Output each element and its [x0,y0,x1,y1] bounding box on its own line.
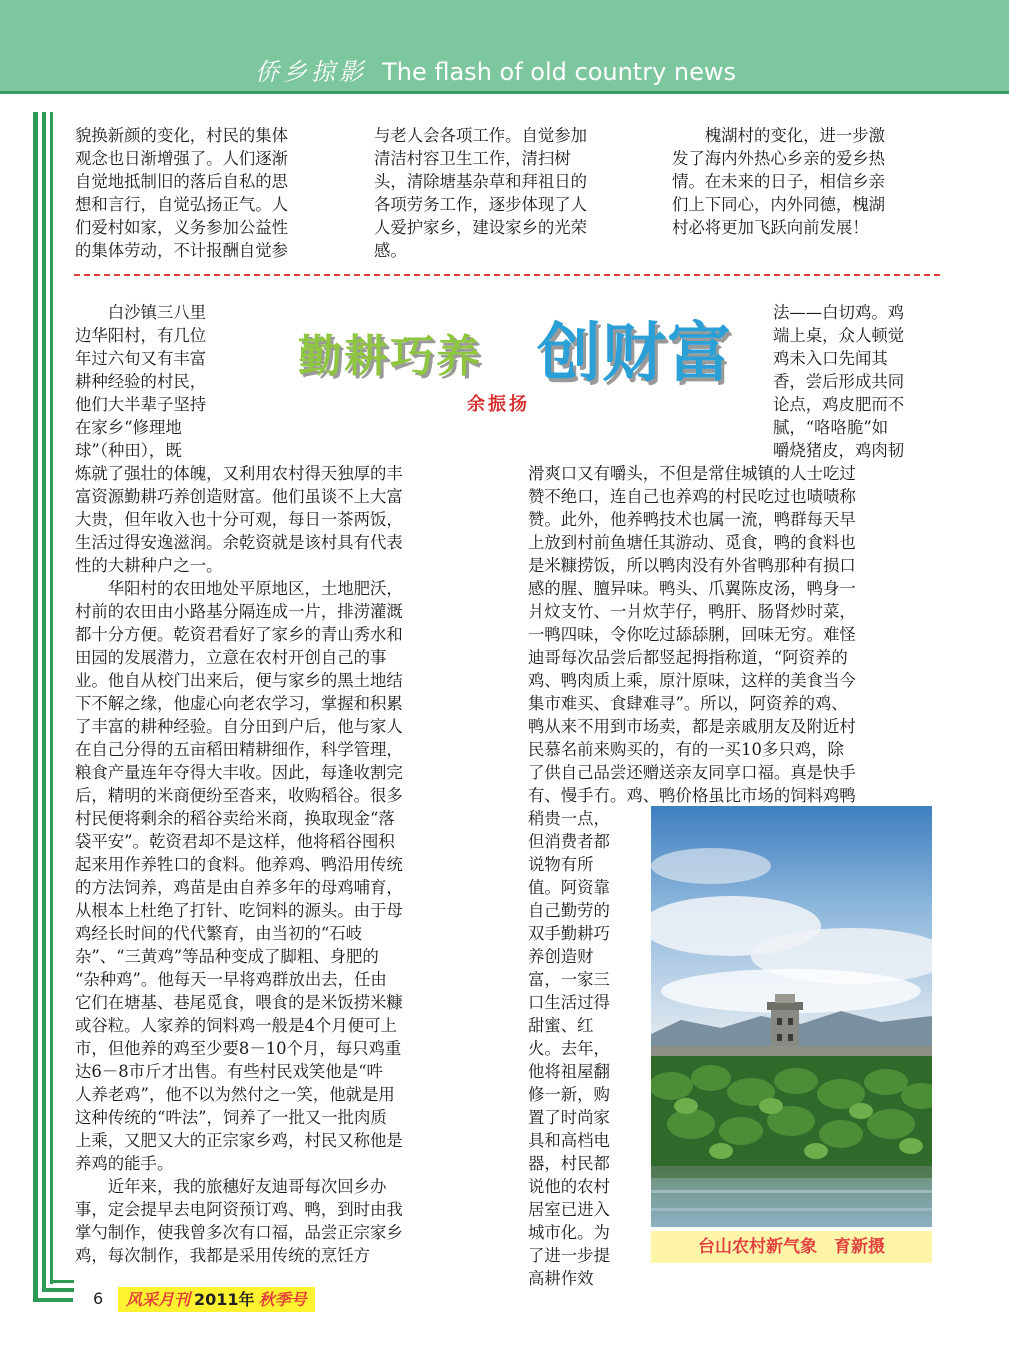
text-line: 华阳村的农田地处平原地区，土地肥沃， [75,579,403,598]
text-line: 业。他自从校门出来后，便与家乡的黑土地结 [75,671,403,690]
text-line: 白沙镇三八里 [75,303,207,322]
frame-bottom-inner [50,1280,74,1283]
text-line: 双手勤耕巧 [528,924,610,943]
text-line: 球”（种田），既 [75,441,182,460]
article-left-top [75,301,239,462]
text-line: 市，但他养的鸡至少要8－10个月，每只鸡重 [75,1039,402,1058]
text-line: 观念也日渐增强了。人们逐渐 [75,149,289,168]
text-line: 鸡未入口先闻其 [773,349,888,368]
header-divider [0,91,1009,94]
text-line: 嚼烧猪皮，鸡肉韧 [773,441,905,460]
frame-bar-middle [42,112,46,1292]
text-line: 杂”、“三黄鸡”等品种变成了脚粗、身肥的 [75,947,379,966]
text-line: 人养老鸡”，他不以为然付之一笑，他就是用 [75,1085,395,1104]
text-line: 迪哥每次品尝后都竖起拇指称道，“阿资养的 [528,648,848,667]
text-line: 头，清除塘基杂草和拜祖日的 [374,172,588,191]
text-line: 耕种经验的村民， [75,372,207,391]
text-line: 了供自己品尝还赠送亲友同享口福。真是快手 [528,763,856,782]
section-header [255,52,736,87]
section-separator [74,274,940,276]
text-line: 炼就了强壮的体魄，又利用农村得天独厚的丰 [75,464,403,483]
village-photo [651,806,932,1227]
magazine-name: 风采月刊 [126,1290,191,1309]
text-line: 富，一家三 [528,970,610,989]
text-line: 们上下同心，内外同德，槐湖 [672,195,886,214]
text-line: 赞。此外，他养鸭技术也属一流，鸭群每天早 [528,510,856,529]
text-line: 袋平安”。乾资君却不是这样，他将稻谷囤积 [75,832,395,851]
intro-column-2 [374,124,642,262]
text-line: 集市难买、食肆难寻”。所以，阿资养的鸡、 [528,694,848,713]
text-line: “杂种鸡”。他每天一早将鸡群放出去，任由 [75,970,387,989]
frame-bottom-middle [42,1288,74,1292]
text-line: 置了时尚家 [528,1108,610,1127]
text-line: 养鸡的能手。 [75,1154,174,1173]
text-line: 端上桌，众人顿觉 [773,326,905,345]
text-line: 鸡、鸭肉质上乘，原汁原味，这样的美食当今 [528,671,856,690]
article-title-part1: 勤耕巧养 [298,331,482,382]
text-line: 修一新，购 [528,1085,610,1104]
text-line: 城市化。为 [528,1223,610,1242]
text-line: 香，尝后形成共同 [773,372,905,391]
text-line: 说物有所 [528,855,594,874]
text-line: 居室已进入 [528,1200,610,1219]
text-line: 他将祖屋翻 [528,1062,610,1081]
text-line: 赞不绝口，连自己也养鸡的村民吃过也啧啧称 [528,487,856,506]
text-line: 养创造财 [528,947,594,966]
text-line: 生活过得安逸滋润。余乾资就是该村具有代表 [75,533,403,552]
text-line: 与老人会各项工作。自觉参加 [374,126,588,145]
text-line: 大贵，但年收入也十分可观，每日一茶两饭， [75,510,403,529]
text-line: 稍贵一点， [528,809,610,828]
text-line: 鸡，每次制作，我都是采用传统的烹饪方 [75,1246,371,1265]
text-line: 自觉地抵制旧的落后自私的思 [75,172,289,191]
article-left-main [75,462,485,1267]
text-line: 或谷粒。人家养的饲料鸡一般是4个月便可上 [75,1016,397,1035]
intro-column-3 [672,124,940,239]
text-line: 各项劳务工作，逐步体现了人 [374,195,588,214]
text-line: 这种传统的“吽法”，饲养了一批又一批肉质 [75,1108,387,1127]
text-line: 清洁村容卫生工作，清扫树 [374,149,571,168]
text-line: 有、慢手冇。鸡、鸭价格虽比市场的饲料鸡鸭 [528,786,856,805]
text-line: 后，精明的米商便纷至沓来，收购稻谷。很多 [75,786,403,805]
article-author: 余振扬 [467,394,530,415]
text-line: 了进一步提 [528,1246,610,1265]
magazine-footer-badge [118,1287,315,1312]
text-line: 村民便将剩余的稻谷卖给米商，换取现金“落 [75,809,395,828]
text-line: 富资源勤耕巧养创造财富。他们虽谈不上大富 [75,487,403,506]
frame-bar-outer [33,112,38,1302]
text-line: 他们大半辈子坚持 [75,395,207,414]
text-line: 起来用作养牲口的食料。他养鸡、鸭沿用传统 [75,855,403,874]
text-line: 甜蜜、红 [528,1016,594,1035]
text-line: 掌勺制作，使我曾多次有口福，品尝正宗家乡 [75,1223,403,1242]
text-line: 器，村民都 [528,1154,610,1173]
text-line: 边华阳村，有几位 [75,326,207,345]
text-line: 发了海内外热心乡亲的爱乡热 [672,149,886,168]
text-line: 在家乡“修理地 [75,418,182,437]
text-line: 的集体劳动，不计报酬自觉参 [75,241,289,260]
text-line: 自己勤劳的 [528,901,610,920]
text-line: 腻，“咯咯脆”如 [773,418,889,437]
text-line: 说他的农村 [528,1177,610,1196]
page-number: 6 [93,1289,104,1308]
text-line: 的方法饲养，鸡苗是由自养多年的母鸡哺育， [75,878,403,897]
text-line: 情。在未来的日子，相信乡亲 [672,172,886,191]
text-line: 了丰富的耕种经验。自分田到户后，他与家人 [75,717,403,736]
text-line: 鸡经长时间的代代繁育，由当初的“石岐 [75,924,363,943]
text-line: 槐湖村的变化，进一步激 [672,126,886,145]
text-line: 上乘，又肥又大的正宗家乡鸡，村民又称他是 [75,1131,403,1150]
article-title-part2: 创财富 [537,317,732,391]
issue-year: 2011年 [194,1290,255,1309]
article-right-main [528,462,938,807]
text-line: 爿炆支竹、一爿炊芋仔，鸭肝、肠肾炒时菜， [528,602,856,621]
text-line: 想和言行，自觉弘扬正气。人 [75,195,289,214]
text-line: 口生活过得 [528,993,610,1012]
text-line: 下不解之缘，他虚心向老农学习，掌握和积累 [75,694,403,713]
issue-season: 秋季号 [258,1290,307,1309]
text-line: 论点，鸡皮肥而不 [773,395,905,414]
text-line: 性的大耕种户之一。 [75,556,223,575]
text-line: 从根本上杜绝了打针、吃饲料的源头。由于母 [75,901,403,920]
text-line: 法——白切鸡。鸡 [773,303,905,322]
text-line: 是米糠捞饭，所以鸭肉没有外省鸭那种有损口 [528,556,856,575]
text-line: 高耕作效 [528,1269,594,1288]
text-line: 都十分方便。乾资君看好了家乡的青山秀水和 [75,625,403,644]
article-right-top [773,301,938,462]
text-line: 达6－8市斤才出售。有些村民戏笑他是“吽 [75,1062,383,1081]
text-line: 们爱村如家，义务参加公益性 [75,218,289,237]
text-line: 貌换新颜的变化，村民的集体 [75,126,289,145]
village-landscape-image [651,806,932,1227]
text-line: 鸭从来不用到市场卖，都是亲戚朋友及附近村 [528,717,856,736]
text-line: 近年来，我的旅穗好友迪哥每次回乡办 [75,1177,387,1196]
photo-caption: 台山农村新气象 育新摄 [651,1231,932,1263]
text-line: 感。 [374,241,407,260]
text-line: 在自己分得的五亩稻田精耕细作，科学管理， [75,740,403,759]
frame-bottom-outer [33,1298,73,1302]
text-line: 村前的农田由小路基分隔连成一片，排涝灌溉 [75,602,403,621]
section-title-en: The flash of old country news [382,58,737,86]
intro-column-1 [75,124,343,262]
article-right-narrow [528,807,634,1290]
frame-bar-inner [50,112,53,1284]
text-line: 村必将更加飞跃向前发展！ [672,218,869,237]
text-line: 一鸭四味，令你吃过舔舔脷，回味无穷。难怪 [528,625,856,644]
text-line: 年过六旬又有丰富 [75,349,207,368]
section-title-cn: 侨乡掠影 [255,58,367,86]
text-line: 滑爽口又有嚼头，不但是常住城镇的人士吃过 [528,464,856,483]
text-line: 人爱护家乡，建设家乡的光荣 [374,218,588,237]
text-line: 事，定会提早去电阿资预订鸡、鸭，到时由我 [75,1200,403,1219]
text-line: 粮食产量连年夺得大丰收。因此，每逢收割完 [75,763,403,782]
text-line: 具和高档电 [528,1131,610,1150]
text-line: 火。去年， [528,1039,610,1058]
text-line: 田园的发展潜力，立意在农村开创自己的事 [75,648,387,667]
text-line: 但消费者都 [528,832,610,851]
text-line: 感的腥、膻异味。鸭头、爪翼陈皮汤，鸭身一 [528,579,856,598]
text-line: 民慕名前来购买的，有的一买10多只鸡，除 [528,740,844,759]
text-line: 它们在塘基、巷尾觅食，喂食的是米饭捞米糠 [75,993,403,1012]
text-line: 上放到村前鱼塘任其游动、觅食，鸭的食料也 [528,533,856,552]
text-line: 值。阿资靠 [528,878,610,897]
